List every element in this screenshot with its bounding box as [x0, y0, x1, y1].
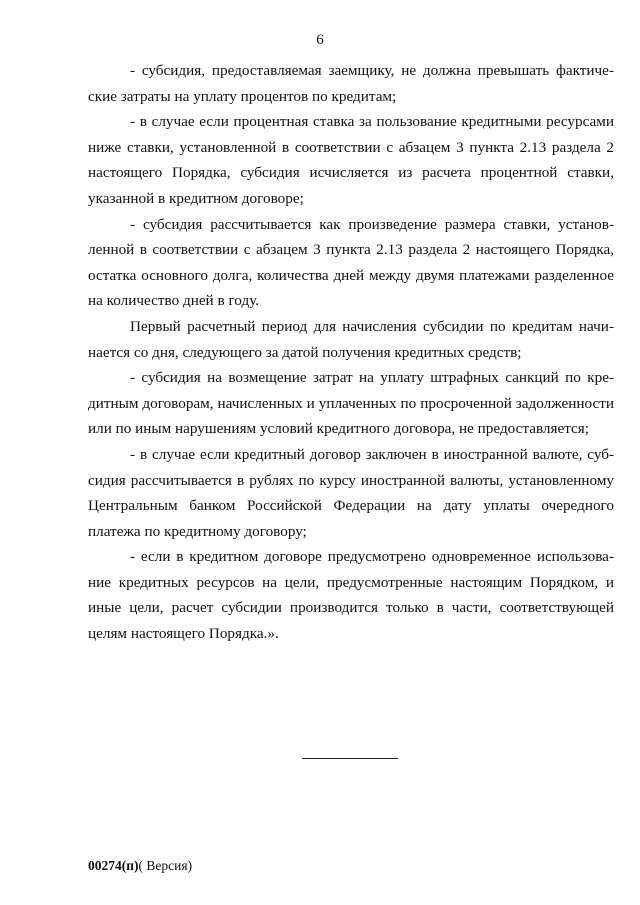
- paragraph-lower-rate: - в случае если процентная ставка за пользование кредитными ресурсами ниже ставки, установленной в соответствии с абзацем 3 пункта 2.13 раздела 2 настоящего Порядка, субсидия исчисляется из расчета процентной ставки, указанной в кредитном договоре;: [88, 113, 614, 207]
- page-number: 6: [316, 32, 324, 48]
- paragraph-calculation: - субсидия рассчитывается как произведение размера ставки, установленной в соответствии с абзацем 3 пункта 2.13 раздела 2 настоящего Порядка, остатка основного долга, количества дней между двумя платежами разделенное на количество дней в году.: [88, 215, 614, 310]
- paragraph-penalties: - субсидия на возмещение затрат на уплату штрафных санкций по кредитным договорам, начисленных и уплаченных по просроченной задолженности или по иным нарушениям условий кредитного договора, не предоставляется;: [88, 369, 614, 438]
- paragraph-foreign-currency: - в случае если кредитный договор заключен в иностранной валюте, субсидия рассчитывается в рублях по курсу иностранной валюты, установленному Центральным банком Российской Федерации на дату уплаты очередного платежа по кредитному договору;: [88, 445, 614, 540]
- paragraph-first-period: Первый расчетный период для начисления субсидии по кредитам начинается со дня, следующего за датой получения кредитных средств;: [88, 317, 614, 361]
- document-body: [88, 58, 614, 647]
- footer-document-code: 00274(п): [88, 858, 139, 873]
- footer-version-label: ( Версия): [138, 858, 193, 873]
- paragraph-mixed-purpose: - если в кредитном договоре предусмотрено одновременное использование кредитных ресурсов на цели, предусмотренные настоящим Порядком, и иные цели, расчет субсидии производится только в части, соответствующей целям настоящего Порядка.».: [88, 548, 614, 643]
- footer: [88, 858, 192, 874]
- end-divider: [302, 758, 398, 759]
- paragraph-interest-limit: - субсидия, предоставляемая заемщику, не должна превышать фактические затраты на уплату процентов по кредитам;: [88, 62, 614, 105]
